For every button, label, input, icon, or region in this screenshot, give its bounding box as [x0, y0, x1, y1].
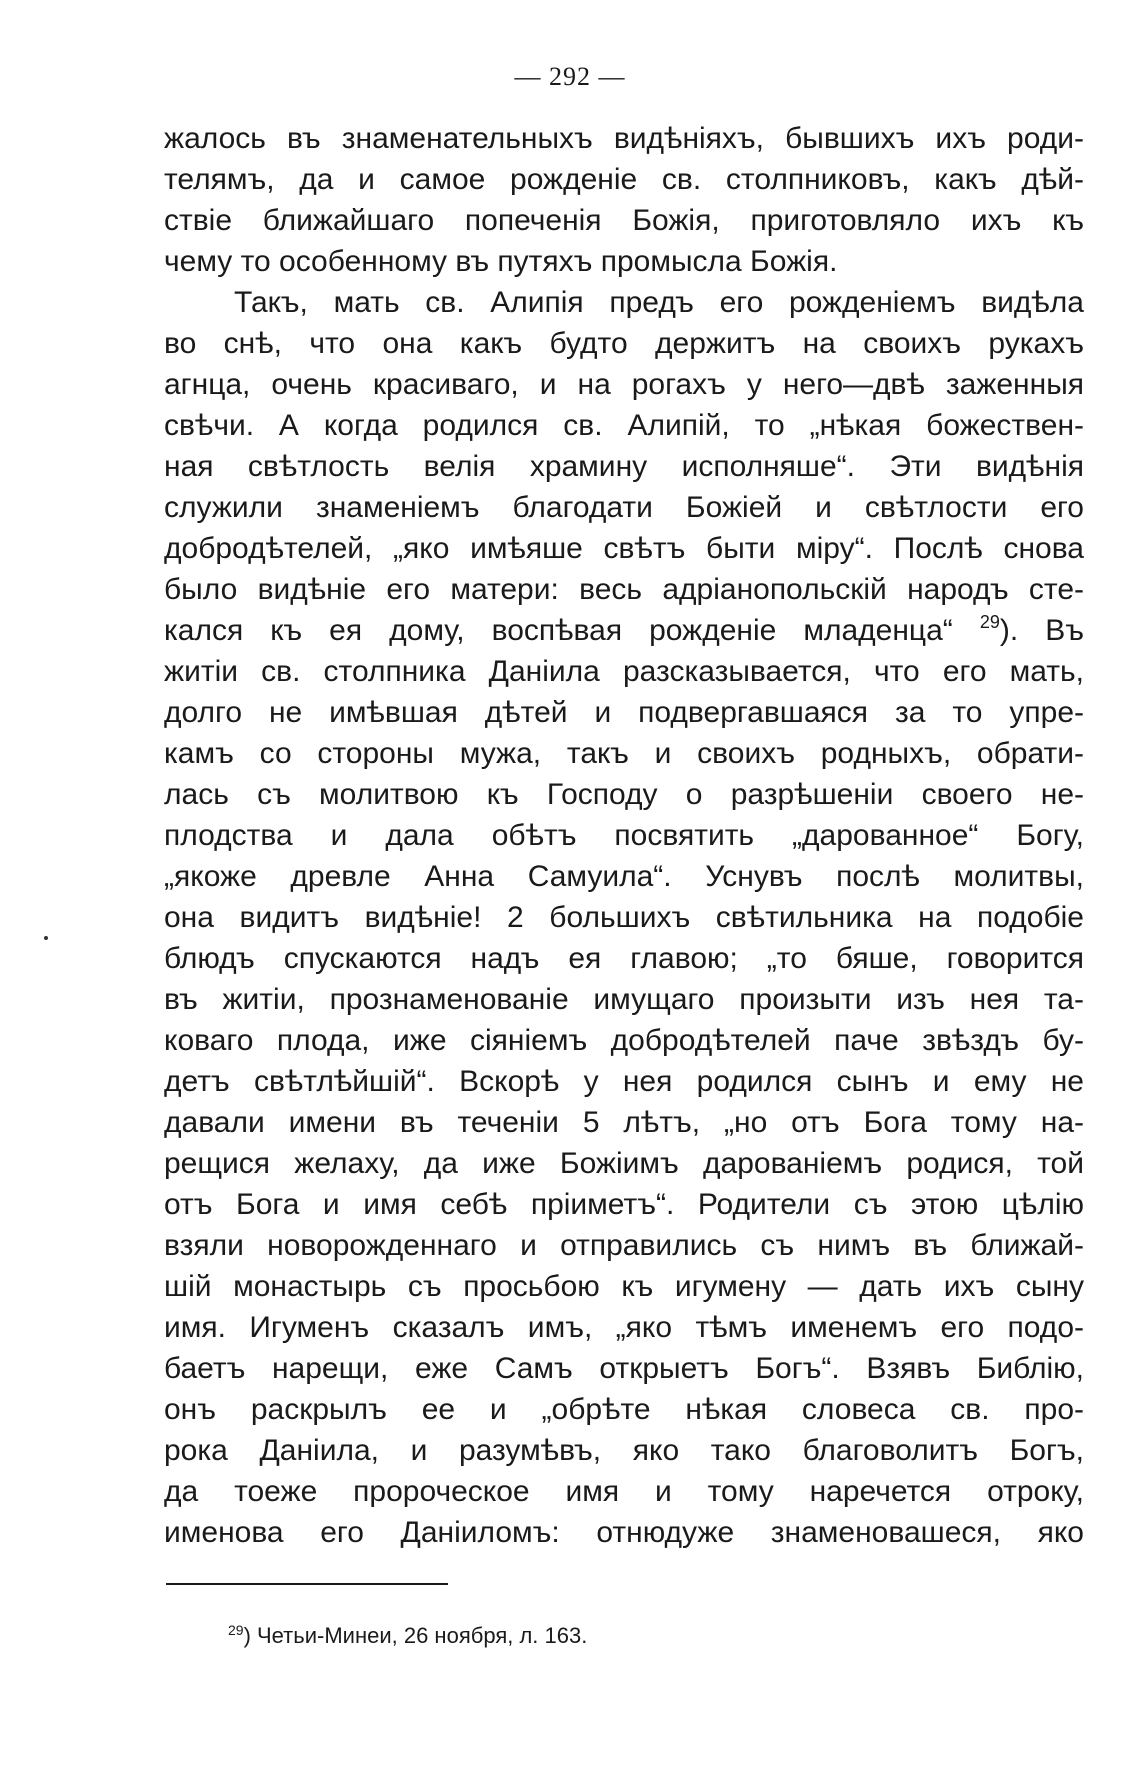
text-segment: ). Въ — [999, 614, 1084, 647]
text-line: детъ свѣтлѣйшій“. Вскорѣ у нея родился сынъ и ему не — [164, 1065, 1084, 1098]
margin-speck — [44, 936, 48, 940]
text-segment: кался къ ея дому, воспѣвая рожденіе младенца“ — [164, 614, 953, 647]
text-line: свѣчи. А когда родился св. Алипій, то „нѣкая божествен- — [164, 409, 1084, 442]
page-number: — 292 — — [514, 62, 626, 91]
footnote-text: ) Четьи-Минеи, 26 ноября, л. 163. — [243, 1623, 588, 1648]
text-line: ная свѣтлость велія храмину исполняше“. Эти видѣнія — [164, 450, 1084, 483]
text-line: рещися желаху, да иже Божіимъ дарованіемъ родися, той — [164, 1147, 1084, 1180]
text-line: взяли новорожденнаго и отправились съ нимъ въ ближай- — [164, 1229, 1084, 1262]
text-line: житіи св. столпника Даніила разсказывается, что его мать, — [164, 655, 1084, 688]
text-line: давали имени въ теченіи 5 лѣтъ, „но отъ Бога тому на- — [164, 1106, 1084, 1139]
footnote-divider — [166, 1583, 448, 1585]
text-line: лась съ молитвою къ Господу о разрѣшеніи своего не- — [164, 778, 1084, 811]
text-line: агнца, очень красиваго, и на рогахъ у него—двѣ заженныя — [164, 368, 1084, 401]
text-line: чему то особенному въ путяхъ промысла Божія. — [164, 245, 838, 278]
text-line: имя. Игуменъ сказалъ имъ, „яко тѣмъ именемъ его подо- — [164, 1311, 1084, 1344]
body-text — [164, 118, 1084, 1553]
text-line: блюдъ спускаются надъ ея главою; „то бяше, говорится — [164, 942, 1084, 975]
paragraph-start-line: Такъ, мать св. Алипія предъ его рожденіемъ видѣла — [234, 286, 1084, 319]
text-line: добродѣтелей, „яко имѣяше свѣтъ быти міру“. Послѣ снова — [164, 532, 1084, 565]
text-line: въ житіи, прознаменованіе имущаго произыти изъ нея та- — [164, 983, 1084, 1016]
text-line: жалось въ знаменательныхъ видѣніяхъ, бывшихъ ихъ роди- — [164, 122, 1084, 155]
text-line: долго не имѣвшая дѣтей и подвергавшаяся за то упре- — [164, 696, 1084, 729]
text-line: именова его Даніиломъ: отнюдуже знаменовашеся, яко — [164, 1516, 1084, 1549]
text-line: коваго плода, иже сіяніемъ добродѣтелей паче звѣздъ бу- — [164, 1024, 1084, 1057]
text-line: шій монастырь съ просьбою къ игумену — дать ихъ сыну — [164, 1270, 1084, 1303]
text-line: „якоже древле Анна Самуила“. Уснувъ послѣ молитвы, — [164, 860, 1084, 893]
text-line: было видѣніе его матери: весь адріанопольскій народъ сте- — [164, 573, 1084, 606]
text-line: баетъ нарещи, еже Самъ открыетъ Богъ“. Взявъ Библію, — [164, 1352, 1084, 1385]
text-line: рока Даніила, и разумѣвъ, яко тако благоволитъ Богъ, — [164, 1434, 1084, 1467]
footnote — [228, 1622, 587, 1650]
text-line: телямъ, да и самое рожденіе св. столпниковъ, какъ дѣй- — [164, 163, 1084, 196]
text-line: плодства и дала обѣтъ посвятить „дарованное“ Богу, — [164, 819, 1084, 852]
text-line: во снѣ, что она какъ будто держитъ на своихъ рукахъ — [164, 327, 1084, 360]
text-line: служили знаменіемъ благодати Божіей и свѣтлости его — [164, 491, 1084, 524]
text-line: отъ Бога и имя себѣ пріиметъ“. Родители съ этою цѣлію — [164, 1188, 1084, 1221]
text-line: камъ со стороны мужа, такъ и своихъ родныхъ, обрати- — [164, 737, 1084, 770]
text-line: она видитъ видѣніе! 2 большихъ свѣтильника на подобіе — [164, 901, 1084, 934]
footnote-reference: 29 — [979, 612, 1000, 632]
text-line: ствіе ближайшаго попеченія Божія, приготовляло ихъ къ — [164, 204, 1084, 237]
text-line: онъ раскрылъ ее и „обрѣте нѣкая словеса св. про- — [164, 1393, 1084, 1426]
text-line: да тоеже пророческое имя и тому наречется отроку, — [164, 1475, 1084, 1508]
footnote-marker: 29 — [228, 1622, 244, 1638]
text-line-with-footnote-ref — [164, 610, 1084, 651]
